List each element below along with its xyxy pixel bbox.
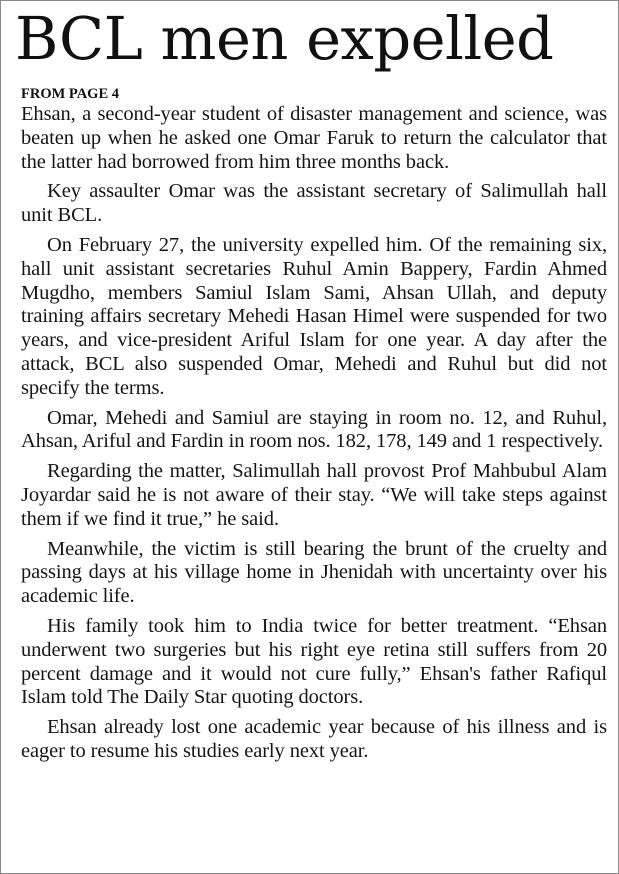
paragraph-6: Meanwhile, the victim is still bearing the brunt of the cruelty and passing days at his village home in Jhenidah with uncertainty over his academic life. (21, 537, 607, 608)
paragraph-3: On February 27, the university expelled him. Of the remaining six, hall unit assistant secretaries Ruhul Amin Bappery, Fardin Ahmed Mugdho, members Samiul Islam Sami, Ahsan Ullah, and deputy training affairs secretary Mehedi Hasan Himel were suspended for two years, and vice-president Ariful Islam for one year. A day after the attack, BCL also suspended Omar, Mehedi and Ruhul but did not specify the terms. (21, 233, 607, 399)
headline: BCL men expelled (15, 4, 554, 73)
paragraph-8: Ehsan already lost one academic year because of his illness and is eager to resume his studies early next year. (21, 716, 607, 762)
paragraph-2: Key assaulter Omar was the assistant secretary of Salimullah hall unit BCL. (21, 180, 607, 227)
paragraph-5: Regarding the matter, Salimullah hall provost Prof Mahbubul Alam Joyardar said he is not aware of their stay. “We will take steps against them if we find it true,” he said. (21, 460, 607, 530)
paragraph-7: His family took him to India twice for better treatment. “Ehsan underwent two surgeries but his right eye retina still suffers from 20 percent damage and it would not cure fully,” Ehsan's father Rafiqul Islam told The Daily Star quoting doctors. (21, 614, 607, 709)
paragraph-4: Omar, Mehedi and Samiul are staying in room no. 12, and Ruhul, Ahsan, Ariful and Fardin in room nos. 182, 178, 149 and 1 respectively. (21, 406, 607, 453)
continuation-kicker: FROM PAGE 4 (21, 86, 119, 102)
paragraph-1: Ehsan, a second-year student of disaster management and science, was beaten up when he asked one Omar Faruk to return the calculator that the latter had borrowed from him three months back. (21, 103, 607, 173)
article-body (21, 103, 607, 764)
